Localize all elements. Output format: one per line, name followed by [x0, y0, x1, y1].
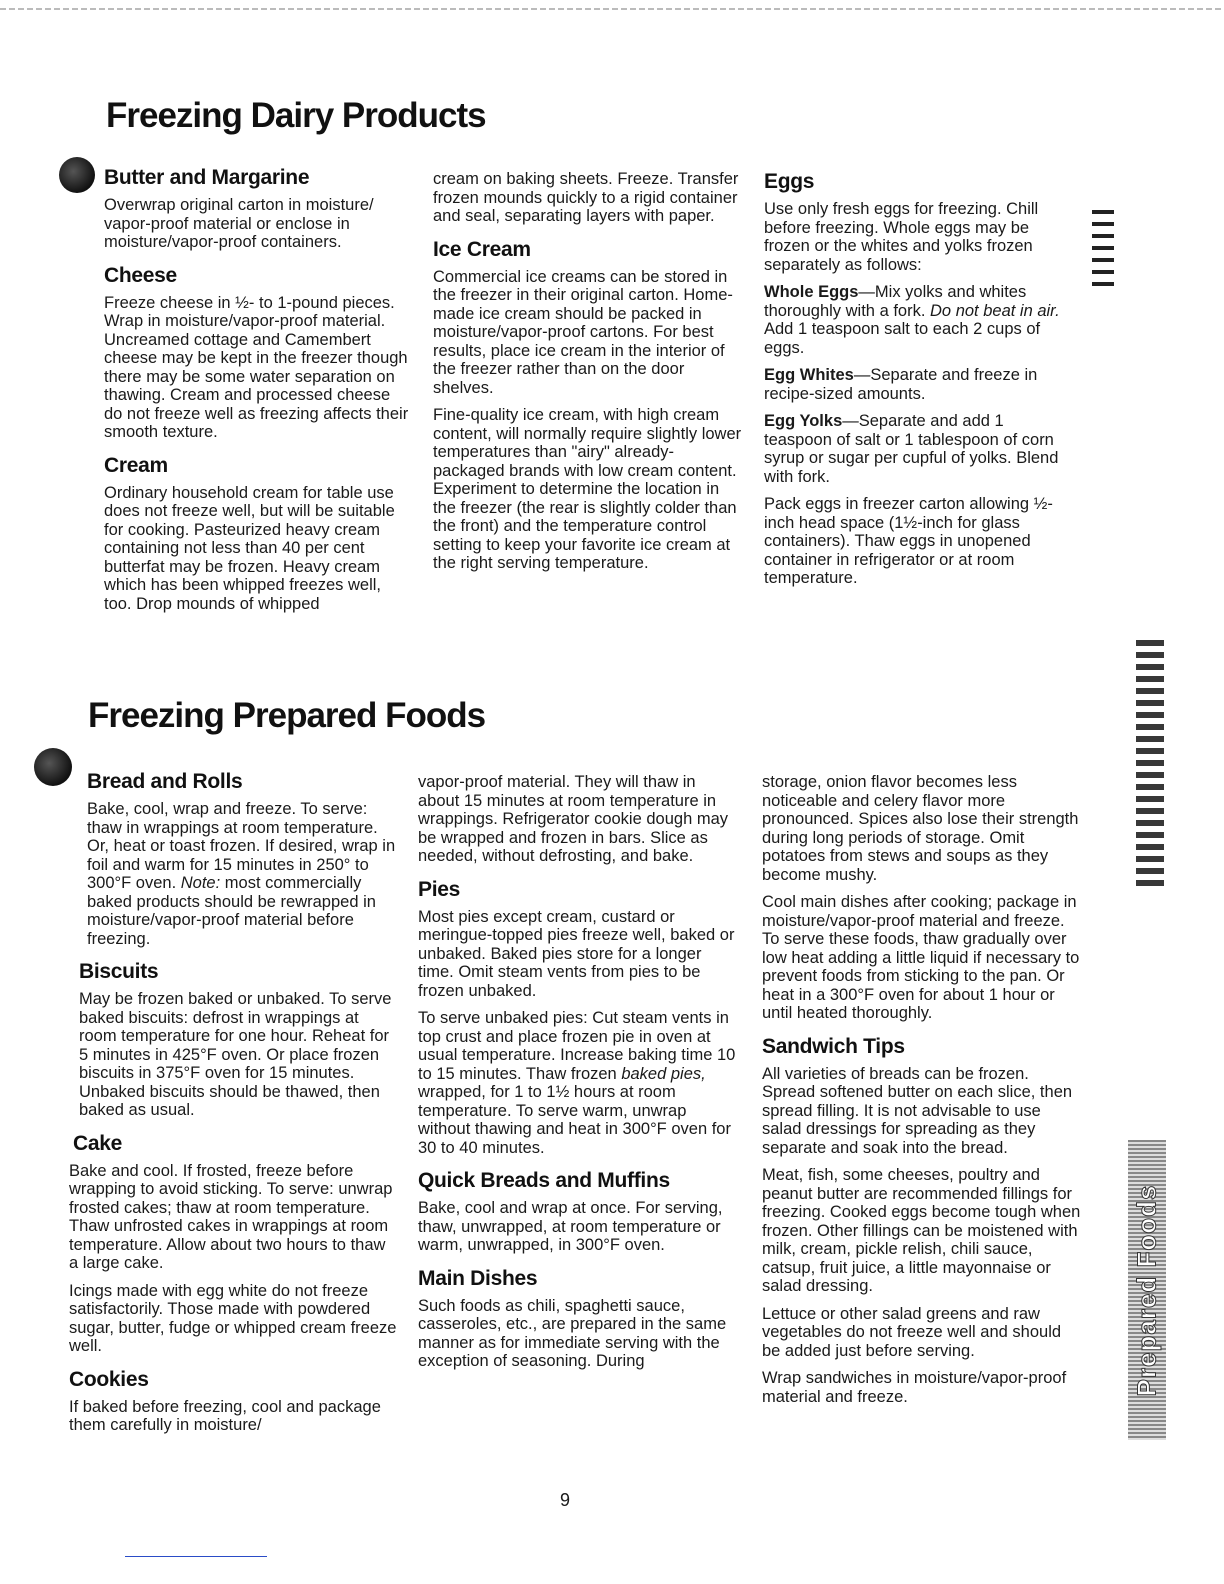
sandwich-heading: Sandwich Tips [762, 1034, 905, 1058]
eggs-heading: Eggs [764, 170, 815, 193]
edge-index-strip [1136, 640, 1164, 890]
whole-eggs-label: Whole Eggs [764, 283, 859, 301]
ice-cream-text-2: Fine-quality ice cream, with high cream content, will normally require slightly lower temperatures than "airy" already-packaged brands with low cream content. Experiment to determine the location in the freezer (the rear is slightly colder than the front) and the temperature control setting to keep your favorite ice cream at the right serving temperature. [433, 406, 742, 572]
cream-text: Ordinary household cream for table use does not freeze well, but will be suitable for cooking. Pasteurized heavy cream containing not less than 40 per cent butterfat may be frozen. Heavy cream which has been whipped freezes well, too. Drop mounds of whipped [104, 483, 395, 613]
egg-yolks-label: Egg Yolks [764, 412, 843, 430]
egg-yolks-body: —Separate and add 1 teaspoon of salt or 1 tablespoon of corn syrup or sugar per cupful of yolks. Blend with fork. [764, 412, 1059, 486]
main-dishes-text: Such foods as chili, spaghetti sauce, casseroles, etc., are prepared in the same manner as for immediate serving with the exception of seasoning. During [418, 1296, 727, 1370]
sandwich-text-1: All varieties of breads can be frozen. Spread softened butter on each slice, then spread filling. It is not advisable to use salad dressings for spreading as they separate and soak into the bread. [762, 1064, 1073, 1157]
sandwich-text-3: Lettuce or other salad greens and raw vegetables do not freeze well and should be added just before serving. [762, 1304, 1062, 1360]
cookies-text: If baked before freezing, cool and package them carefully in moisture/ [69, 1397, 381, 1434]
butter-text: Overwrap original carton in moisture/ vapor-proof material or enclose in moisture/vapor-proof containers. [104, 196, 374, 251]
sandwich-text-2: Meat, fish, some cheeses, poultry and peanut butter are recommended fillings for freezing. Cooked eggs become tough when frozen. Other fillings can be moistened with milk, cream, pickle relish, chili sauce, catsup, fruit juice, a little mayonnaise or salad dressing. [762, 1166, 1081, 1295]
egg-whites-text [764, 366, 1076, 403]
dairy-column-3 [764, 170, 1076, 597]
section-bullet-icon [34, 748, 72, 786]
side-tab-label [1128, 1140, 1166, 1440]
cheese-heading: Cheese [104, 263, 177, 287]
egg-whites-label: Egg Whites [764, 366, 854, 384]
prepared-column-2 [418, 773, 740, 1380]
bread-note-label: Note: [180, 874, 221, 892]
thumb-index-marks [1092, 210, 1114, 294]
dairy-section-title: Freezing Dairy Products [106, 96, 486, 135]
sandwich-text-4: Wrap sandwiches in moisture/vapor-proof material and freeze. [762, 1369, 1067, 1406]
ice-cream-text-1: Commercial ice creams can be stored in the freezer in their original carton. Home-made ice cream should be packed in moisture/vapor-proof cartons. For best results, place ice cream in the interior of the freezer rather than on the door shelves. [433, 267, 733, 397]
ice-cream-heading: Ice Cream [433, 237, 531, 261]
bread-text [69, 800, 399, 948]
pies-italic: baked pies, [621, 1064, 706, 1083]
whole-eggs-tail: Add 1 teaspoon salt to each 2 cups of eggs. [764, 320, 1041, 357]
egg-yolks-text [764, 412, 1076, 486]
biscuits-text: May be frozen baked or unbaked. To serve baked biscuits: defrost in wrappings at room temperature for one hour. Reheat for 5 minutes in 425°F oven. Or place frozen biscuits in 375°F oven for 15 minutes. Unbaked biscuits should be thawed, then baked as usual. [79, 990, 392, 1119]
cake-heading: Cake [73, 1131, 123, 1155]
whole-eggs-text [764, 283, 1076, 357]
bread-note-text: most commercially baked products should be rewrapped in moisture/vapor-proof material before freezing. [87, 874, 376, 948]
egg-whites-body: —Separate and freeze in recipe-sized amounts. [764, 366, 1038, 403]
quick-breads-text: Bake, cool and wrap at once. For serving, thaw, unwrapped, at room temperature or warm, unwrapped, in 300°F oven. [418, 1199, 723, 1254]
prepared-section-title: Freezing Prepared Foods [88, 696, 486, 735]
bottom-link-rule [125, 1556, 267, 1557]
pies-heading: Pies [418, 877, 460, 901]
cookies-continued-text: vapor-proof material. They will thaw in about 15 minutes at room temperature in wrappings. Refrigerator cookie dough may be wrapped and frozen in bars. Slice as needed, without defrosting, and bake. [418, 773, 728, 865]
dairy-column-1 [104, 166, 412, 622]
cake-text-1: Bake and cool. If frosted, freeze before wrapping to avoid sticking. To serve: unwrap frosted cakes; thaw at room temperature. Thaw unfrosted cakes in wrappings at room temperature. Allow about two hours to thaw a large cake. [69, 1161, 393, 1272]
bread-heading: Bread and Rolls [87, 770, 243, 793]
section-bullet-icon [59, 157, 95, 193]
top-rule [0, 8, 1224, 10]
pies-text-1: Most pies except cream, custard or meringue-topped pies freeze well, baked or unbaked. Baked pies store for a longer time. Omit steam vents from pies to be frozen unbaked. [418, 907, 735, 1000]
prepared-column-3 [762, 773, 1082, 1415]
pies-text-2 [418, 1009, 740, 1157]
main-dishes-continued-text: storage, onion flavor becomes less noticeable and celery flavor more pronounced. Spices also lose their strength during long periods of storage. Omit potatoes from stews and soups as they become mushy. [762, 773, 1079, 884]
main-dishes-heading: Main Dishes [418, 1266, 538, 1290]
biscuits-heading: Biscuits [79, 960, 159, 983]
cheese-text: Freeze cheese in ½- to 1-pound pieces. Wrap in moisture/vapor-proof material. Uncreamed cottage and Camembert cheese may be kept in the freezer though there may be some water separation on thawing. Cream and processed cheese do not freeze well as freezing affects their smooth texture. [104, 293, 409, 441]
cookies-heading: Cookies [69, 1367, 149, 1391]
cream-heading: Cream [104, 453, 168, 477]
eggs-pack-text: Pack eggs in freezer carton allowing ½-inch head space (1½-inch for glass containers). Thaw eggs in unopened container in refrigerator or at room temperature. [764, 495, 1053, 587]
cream-continued-text: cream on baking sheets. Freeze. Transfer frozen mounds quickly to a rigid container and seal, separating layers with paper. [433, 170, 739, 225]
quick-breads-heading: Quick Breads and Muffins [418, 1169, 670, 1192]
pies-text-2a: To serve unbaked pies: Cut steam vents in top crust and place frozen pie in oven at usual temperature. Increase baking time 10 to 15 minutes. Thaw frozen [418, 1009, 736, 1083]
side-tab-text: Prepared Foods [1131, 1184, 1162, 1396]
main-dishes-text-2: Cool main dishes after cooking; package in moisture/vapor-proof material and freeze. To serve these foods, thaw gradually over low heat adding a little liquid if necessary to prevent foods from sticking to the pan. Or heat in a 300°F oven for about 1 hour or until heated thoroughly. [762, 893, 1080, 1022]
butter-heading: Butter and Margarine [104, 166, 310, 189]
page-number: 9 [560, 1490, 571, 1510]
bread-body: Bake, cool, wrap and freeze. To serve: thaw in wrappings at room temperature. Or, heat or toast frozen. If desired, wrap in foil and warm for 15 minutes in 250° to 300°F oven. [87, 800, 396, 892]
cake-text-2: Icings made with egg white do not freeze satisfactorily. Those made with powdered sugar, butter, fudge or whipped cream freeze well. [69, 1281, 397, 1355]
whole-eggs-body: —Mix yolks and whites thoroughly with a fork. [764, 283, 1027, 320]
pies-text-2b: wrapped, for 1 to 1½ hours at room temperature. To serve warm, unwrap without thawing and heat in 300°F oven for 30 to 40 minutes. [418, 1083, 731, 1157]
whole-eggs-italic: Do not beat in air. [930, 301, 1060, 320]
dairy-column-2 [433, 170, 745, 582]
eggs-intro: Use only fresh eggs for freezing. Chill before freezing. Whole eggs may be frozen or the whites and yolks frozen separately as follows: [764, 200, 1039, 274]
prepared-column-1 [69, 770, 399, 1444]
